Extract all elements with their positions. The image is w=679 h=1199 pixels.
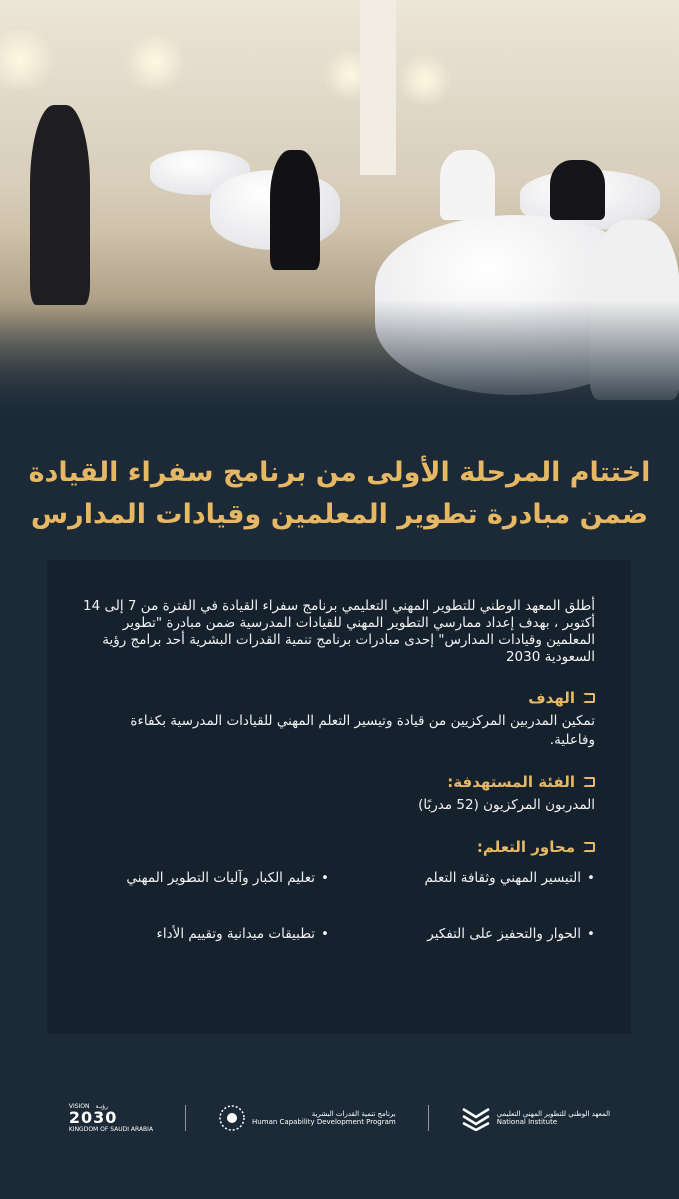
- photo-pillar: [360, 0, 396, 175]
- headline-line1: اختتام المرحلة الأولى من برنامج سفراء القيادة: [28, 457, 651, 488]
- hcdp-name-ar: برنامج تنمية القدرات البشرية: [311, 1110, 396, 1118]
- axis-item: • تطبيقات ميدانية وتقييم الأداء: [83, 925, 329, 943]
- hcdp-logo: [218, 1104, 396, 1132]
- axes-list: [83, 869, 595, 943]
- logo-divider: [428, 1105, 429, 1131]
- photo-attendee: [440, 150, 495, 220]
- photo-attendee: [550, 160, 605, 220]
- content-panel: [47, 560, 631, 1034]
- axis-item: • الحوار والتحفيز على التفكير: [349, 925, 595, 943]
- photo-fade: [0, 300, 679, 420]
- photo-speaker: [30, 105, 90, 305]
- headline-line2: ضمن مبادرة تطوير المعلمين وقيادات المدارس: [30, 499, 649, 530]
- axes-section: [83, 837, 595, 943]
- hcdp-emblem-icon: [218, 1104, 246, 1132]
- nipd-logo: [461, 1105, 610, 1131]
- intro-paragraph: أطلق المعهد الوطني للتطوير المهني التعليمي برنامج سفراء القيادة في الفترة من 7 إلى 14 أكتوبر ، بهدف إعداد ممارسي التطوير المهني للقيادات المدرسية ضمن مبادرة "تطوير المعلمين وقيادات المدارس" إحدى مبادرات برنامج تنمية القدرات البشرية أحد برامج رؤية السعودية 2030: [83, 598, 595, 665]
- target-body: المدربون المركزيون (52 مدربًا): [418, 797, 595, 813]
- nipd-name-en: National Institute: [496, 1118, 558, 1126]
- axis-item: • تعليم الكبار وآليات التطوير المهني: [83, 869, 329, 887]
- goal-title: الهدف: [528, 689, 575, 707]
- nipd-name-ar: المعهد الوطني للتطوير المهني التعليمي: [496, 1110, 611, 1118]
- vision-kingdom: KINGDOM OF SAUDI ARABIA: [68, 1126, 154, 1133]
- photo-light: [395, 55, 455, 105]
- photo-light: [120, 35, 190, 90]
- logo-divider: [185, 1105, 186, 1131]
- vision-year: 2030: [68, 1108, 118, 1127]
- footer-logos: [0, 1098, 679, 1138]
- target-title: الفئة المستهدفة:: [447, 773, 575, 791]
- bracket-bullet-icon: [583, 777, 595, 787]
- photo-attendee: [270, 150, 320, 270]
- target-section: [83, 772, 595, 815]
- bracket-bullet-icon: [583, 842, 595, 852]
- vision-2030-logo: [69, 1103, 153, 1133]
- goal-body: تمكين المدربين المركزيين من قيادة وتيسير التعلم المهني للقيادات المدرسية بكفاءة وفاعلية.: [130, 713, 595, 748]
- vision-label-ar: رؤيـة: [95, 1103, 108, 1110]
- event-photo: [0, 0, 679, 420]
- axis-item: • التيسير المهني وثقافة التعلم: [349, 869, 595, 887]
- nipd-emblem-icon: [461, 1105, 491, 1131]
- vision-label: VISION: [68, 1103, 90, 1110]
- hcdp-name-en: Human Capability Development Program: [252, 1118, 396, 1126]
- bracket-bullet-icon: [583, 693, 595, 703]
- goal-section: [83, 688, 595, 750]
- axes-title: محاور التعلم:: [476, 838, 575, 856]
- headline: [20, 452, 659, 536]
